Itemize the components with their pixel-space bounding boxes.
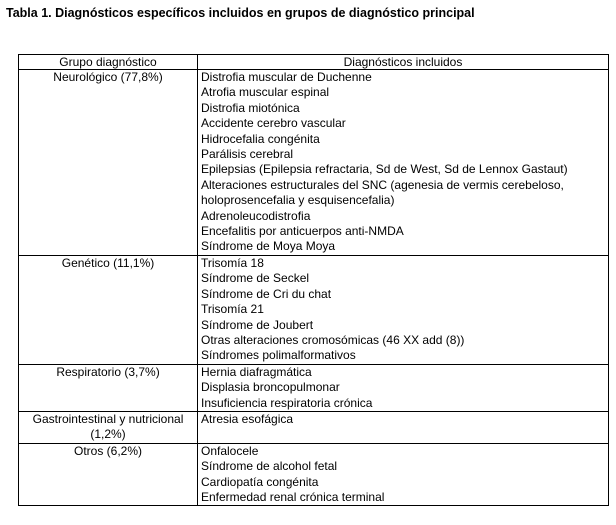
diagnosis-item: Síndrome de Cri du chat (201, 286, 332, 301)
diagnosis-item: Trisomía 21 (201, 302, 264, 317)
diagnosis-item: Enfermedad renal crónica terminal (201, 489, 385, 504)
diagnosis-item: Atrofia muscular espinal (201, 85, 330, 100)
header-diagnoses: Diagnósticos incluidos (198, 55, 609, 70)
diagnosis-item: Síndrome de Moya Moya (201, 239, 336, 254)
diagnoses-cell (198, 364, 609, 411)
diagnosis-table (18, 54, 609, 506)
diagnoses-cell (198, 443, 609, 506)
table-row (19, 70, 609, 256)
diagnosis-item: Adrenoleucodistrofia (201, 208, 311, 223)
diagnosis-item: Insuficiencia respiratoria crónica (201, 395, 373, 410)
diagnosis-item: Displasia broncopulmonar (201, 380, 340, 395)
table-row (19, 443, 609, 506)
diagnoses-cell (198, 255, 609, 364)
group-cell: Gastrointestinal y nutricional (1,2%) (19, 411, 198, 443)
diagnoses-cell (198, 70, 609, 256)
table-caption: Tabla 1. Diagnósticos específicos incluidos en grupos de diagnóstico principal (6, 6, 475, 20)
diagnosis-item: Parálisis cerebral (201, 147, 294, 162)
diagnosis-item: Distrofia muscular de Duchenne (201, 70, 372, 84)
diagnosis-item: Síndrome de Seckel (201, 271, 310, 286)
diagnosis-item: Epilepsias (Epilepsia refractaria, Sd de West, Sd de Lennox Gastaut) (201, 162, 568, 177)
group-cell: Respiratorio (3,7%) (19, 364, 198, 411)
diagnosis-item: Alteraciones estructurales del SNC (agenesia de vermis cerebeloso, holoprosencefalia y esquisencefalia) (201, 177, 564, 208)
diagnoses-cell (198, 411, 609, 443)
table-row (19, 364, 609, 411)
diagnosis-item: Accidente cerebro vascular (201, 116, 346, 131)
diagnosis-item: Onfalocele (201, 443, 259, 458)
diagnosis-item: Trisomía 18 (201, 255, 264, 270)
diagnosis-item: Hernia diafragmática (201, 364, 312, 379)
group-cell: Otros (6,2%) (19, 443, 198, 506)
diagnosis-item: Síndrome de Joubert (201, 317, 314, 332)
diagnosis-item: Síndrome de alcohol fetal (201, 459, 338, 474)
diagnosis-item: Cardiopatía congénita (201, 474, 319, 489)
diagnosis-item: Hidrocefalia congénita (201, 131, 320, 146)
table-row (19, 255, 609, 364)
diagnosis-item: Distrofia miotónica (201, 100, 300, 115)
group-cell: Genético (11,1%) (19, 255, 198, 364)
group-cell: Neurológico (77,8%) (19, 70, 198, 256)
diagnosis-item: Encefalitis por anticuerpos anti-NMDA (201, 224, 404, 239)
diagnosis-item: Síndromes polimalformativos (201, 348, 356, 363)
table-body (19, 70, 609, 506)
diagnosis-item: Atresia esofágica (201, 411, 294, 426)
table-row (19, 411, 609, 443)
header-group: Grupo diagnóstico (19, 55, 198, 70)
header-row (19, 55, 609, 70)
diagnosis-item: Otras alteraciones cromosómicas (46 XX add (8)) (201, 332, 465, 347)
